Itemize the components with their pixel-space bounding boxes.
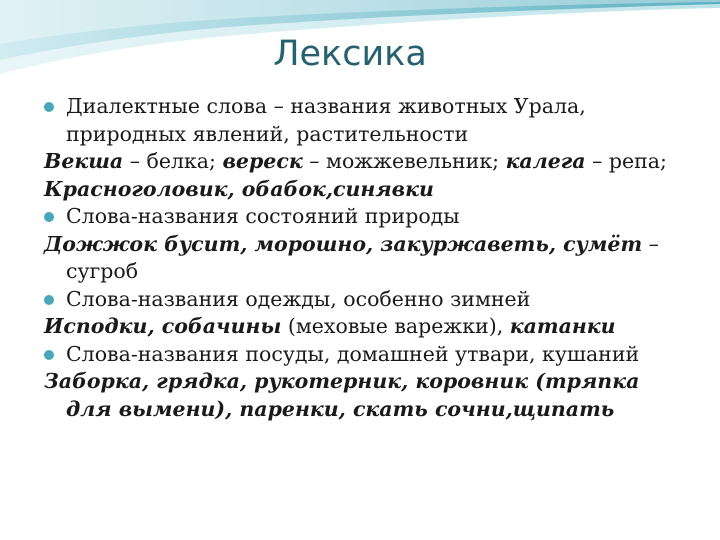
bullet-icon [44, 295, 54, 305]
slide-content [44, 93, 714, 423]
bullet-icon [44, 350, 54, 360]
example-line: Заборка, грядка, рукотерник, коровник (тряпка [44, 369, 640, 393]
slide-title: Лексика [273, 34, 427, 74]
example-line: Векша – белка; вереск – можжевельник; калега – репа; [44, 149, 667, 173]
bullet-icon [44, 212, 54, 222]
list-item: Слова-названия посуды, домашней утвари, кушаний [44, 341, 714, 369]
example-line-continuation: сугроб [66, 259, 139, 283]
list-item: Слова-названия одежды, особенно зимней [44, 286, 714, 314]
example-line: Исподки, собачины (меховые варежки), катанки [44, 314, 616, 338]
example-line: Красноголовик, обабок,синявки [44, 176, 434, 201]
list-item-continuation: природных явлений, растительности [66, 121, 469, 146]
list-item: Диалектные слова – названия животных Урала, [44, 93, 714, 121]
list-item: Слова-названия состояний природы [44, 203, 714, 231]
example-line: Дожжок бусит, морошно, закуржаветь, сумёт – [44, 231, 659, 256]
example-line-continuation: для вымени), паренки, скать сочни,щипать [66, 396, 615, 421]
bullet-icon [44, 102, 54, 112]
